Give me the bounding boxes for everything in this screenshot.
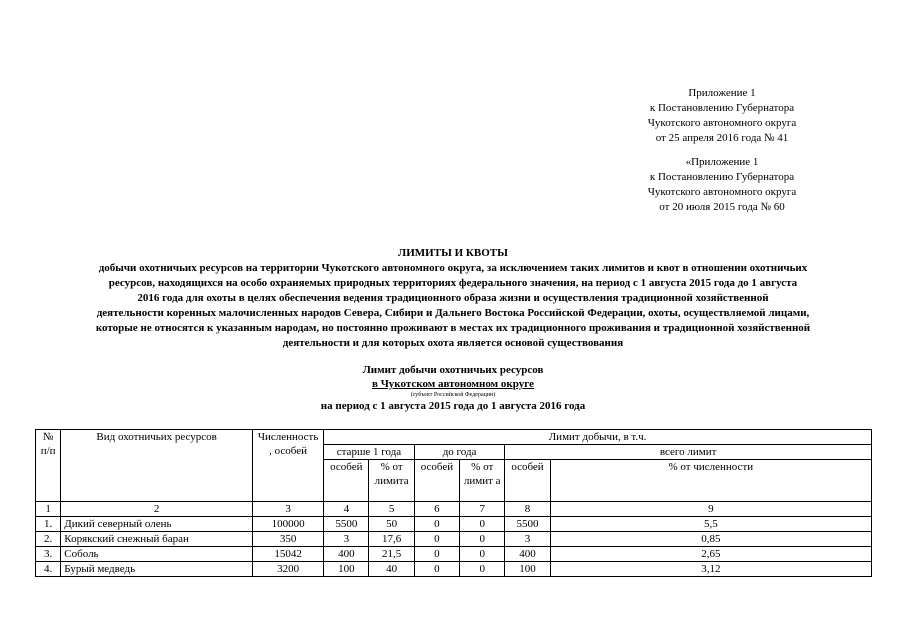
appendix-line: Чукотского автономного округа xyxy=(647,117,797,129)
title-line: ресурсов, находящихся на особо охраняемых природных территориях федерального значения, на период с 1 августа 2015 года до 1 августа xyxy=(108,277,798,289)
title-line: деятельности и для которых охота является основой существования xyxy=(282,337,624,349)
title-line: 2016 года для охоты в целях обеспечения ведения традиционного образа жизни и осуществления традиционной хозяйственной xyxy=(137,292,769,304)
total-pct: 5,5 xyxy=(550,517,871,532)
older-pct: 21,5 xyxy=(369,547,414,562)
header-older-individuals: особей xyxy=(324,460,369,502)
young-individuals: 0 xyxy=(414,532,459,547)
limit-heading xyxy=(22,363,884,413)
total-pct: 2,65 xyxy=(550,547,871,562)
total-individuals: 3 xyxy=(505,532,550,547)
appendix-previous xyxy=(612,155,832,215)
column-number: 5 xyxy=(369,502,414,517)
young-pct: 0 xyxy=(460,517,505,532)
column-number: 2 xyxy=(61,502,253,517)
subject-name: в Чукотском автономном округе xyxy=(372,378,534,390)
limit-period: на период с 1 августа 2015 года до 1 августа 2016 года xyxy=(320,400,586,412)
population: 350 xyxy=(253,532,324,547)
header-total-pct: % от численности xyxy=(550,460,871,502)
column-number: 8 xyxy=(505,502,550,517)
table-row xyxy=(36,562,872,577)
title-line: добычи охотничьих ресурсов на территории Чукотского автономного округа, за исключением таких лимитов и квот в отношении охотничьих xyxy=(98,262,808,274)
column-number-row xyxy=(36,502,872,517)
species-name: Бурый медведь xyxy=(61,562,253,577)
species-name: Соболь xyxy=(61,547,253,562)
appendix-line: «Приложение 1 xyxy=(685,156,759,168)
young-pct: 0 xyxy=(460,532,505,547)
header-species: Вид охотничьих ресурсов xyxy=(61,430,253,502)
column-number: 9 xyxy=(550,502,871,517)
species-name: Корякский снежный баран xyxy=(61,532,253,547)
young-pct: 0 xyxy=(460,547,505,562)
header-young-individuals: особей xyxy=(414,460,459,502)
total-individuals: 5500 xyxy=(505,517,550,532)
table-row xyxy=(36,517,872,532)
column-number: 7 xyxy=(460,502,505,517)
title-line: которые не относятся к указанным народам, но постоянно проживают в местах их традиционного проживания и традиционной хозяйственной xyxy=(95,322,811,334)
species-name: Дикий северный олень xyxy=(61,517,253,532)
row-number: 4. xyxy=(36,562,61,577)
document-title xyxy=(22,246,884,351)
appendix-line: от 20 июля 2015 года № 60 xyxy=(659,201,785,213)
table-row xyxy=(36,532,872,547)
population: 3200 xyxy=(253,562,324,577)
young-individuals: 0 xyxy=(414,562,459,577)
header-total: всего лимит xyxy=(505,445,872,460)
column-number: 6 xyxy=(414,502,459,517)
column-number: 1 xyxy=(36,502,61,517)
older-individuals: 5500 xyxy=(324,517,369,532)
total-individuals: 400 xyxy=(505,547,550,562)
table-row xyxy=(36,547,872,562)
header-young-pct: % от лимит а xyxy=(460,460,505,502)
header-total-individuals: особей xyxy=(505,460,550,502)
older-pct: 40 xyxy=(369,562,414,577)
total-pct: 3,12 xyxy=(550,562,871,577)
total-individuals: 100 xyxy=(505,562,550,577)
row-number: 1. xyxy=(36,517,61,532)
subject-note: (субъект Российской Федерации) xyxy=(410,392,496,398)
header-older: старше 1 года xyxy=(324,445,415,460)
row-number: 3. xyxy=(36,547,61,562)
limit-heading-line: Лимит добычи охотничьих ресурсов xyxy=(362,364,544,376)
appendix-current xyxy=(612,86,832,146)
population: 100000 xyxy=(253,517,324,532)
young-pct: 0 xyxy=(460,562,505,577)
older-individuals: 400 xyxy=(324,547,369,562)
title-line: деятельности коренных малочисленных народов Севера, Сибири и Дальнего Востока Российской Федерации, охоты, осуществляемой лицами, xyxy=(96,307,810,319)
header-older-pct: % от лимита xyxy=(369,460,414,502)
appendix-line: от 25 апреля 2016 года № 41 xyxy=(655,132,789,144)
population: 15042 xyxy=(253,547,324,562)
young-individuals: 0 xyxy=(414,517,459,532)
column-number: 4 xyxy=(324,502,369,517)
appendix-line: к Постановлению Губернатора xyxy=(649,171,795,183)
limits-table xyxy=(35,429,872,577)
total-pct: 0,85 xyxy=(550,532,871,547)
older-pct: 50 xyxy=(369,517,414,532)
header-limit: Лимит добычи, в т.ч. xyxy=(324,430,872,445)
appendix-line: Чукотского автономного округа xyxy=(647,186,797,198)
appendix-line: Приложение 1 xyxy=(688,87,756,99)
appendix-line: к Постановлению Губернатора xyxy=(649,102,795,114)
header-population: Численность , особей xyxy=(253,430,324,502)
older-pct: 17,6 xyxy=(369,532,414,547)
header-young: до года xyxy=(414,445,505,460)
column-number: 3 xyxy=(253,502,324,517)
row-number: 2. xyxy=(36,532,61,547)
older-individuals: 100 xyxy=(324,562,369,577)
young-individuals: 0 xyxy=(414,547,459,562)
older-individuals: 3 xyxy=(324,532,369,547)
title-main: ЛИМИТЫ И КВОТЫ xyxy=(398,247,508,259)
header-number: № п/п xyxy=(36,430,61,502)
